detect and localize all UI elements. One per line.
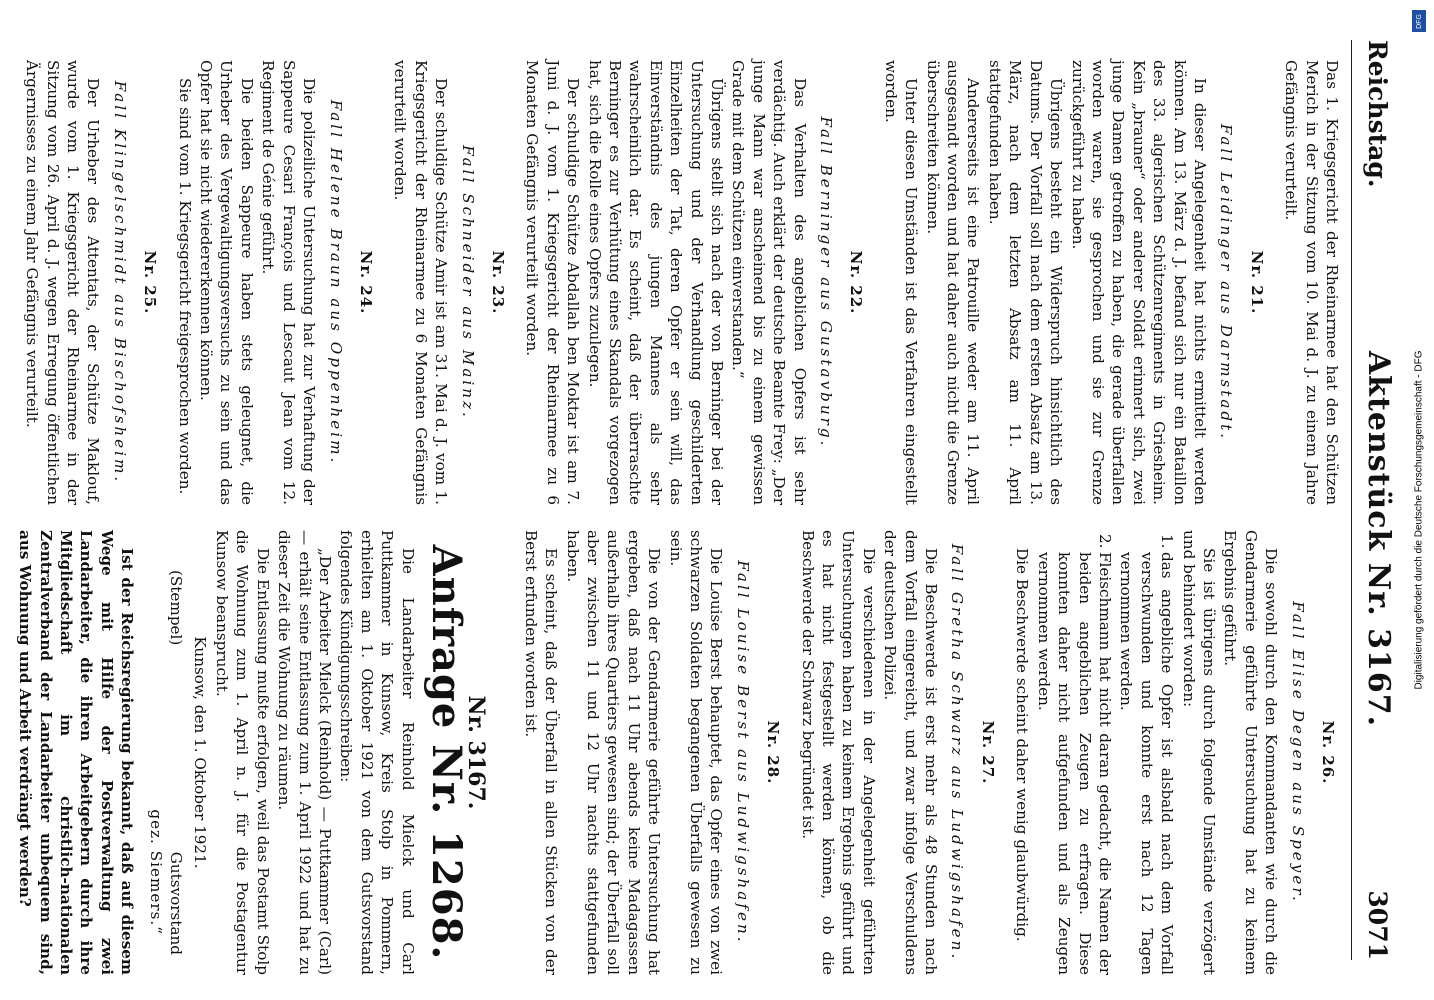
column-right [14,530,1342,975]
case-title-21: Fall Leidinger aus Darmstadt. [1217,123,1236,442]
paragraph: Sie ist übrigens durch folgende Umstände verzögert und behindert worden: [1179,530,1218,975]
paragraph: Die beiden Sappeure haben stets geleugnet, die Urheber des Vergewaltigungsversuchs zu sein und das Opfer hat sie nicht wiedererkennen können. [197,60,256,505]
page-header [1351,40,1396,960]
gutsvorstand-label: Gutsvorstand [167,851,186,955]
paragraph: Die verschiedenen in der Angelegenheit geführten Untersuchungen haben zu keinem Ergebnis geführt und es hat nicht festgestellt werden können, ob die Beschwerde der Schwarz begründet ist. [798,530,878,975]
paragraph: Andererseits ist eine Patrouille weder am 11. April ausgesandt worden und hat daher auch nicht die Grenze überschreiten können. [923,60,983,505]
case-title-26: Fall Elise Degen aus Speyer. [1288,601,1307,904]
paragraph: Sie sind vom 1. Kriegsgericht freigesprochen worden. [175,78,194,495]
section-number-25: Nr. 25. [141,250,160,315]
page-number: 3071 [1363,890,1392,960]
intro-paragraph: Das 1. Kriegsgericht der Rheinarmee hat den Schützen Merich in der Sitzung vom 10. Mai d. J. zu einem Jahre Gefängnis verurteilt. [1282,60,1341,505]
signature: gez. Siemers.“ [146,809,165,935]
numbered-list [1033,530,1177,975]
paragraph: Die sowohl durch den Kommandanten wie durch die Gendarmerie geführte Untersuchung hat zu keinem Ergebnis geführt. [1221,530,1281,975]
case-title-24: Fall Helene Braun aus Oppenheim. [326,99,345,466]
case-title-22: Fall Berninger aus Gustavburg. [817,116,836,449]
case-title-25: Fall Klingelschmidt aus Bischofsheim. [110,80,129,485]
section-number-22: Nr. 22. [847,250,866,315]
stamp-label: (Stempel) [167,570,186,646]
digitization-note [1404,0,1434,1000]
paragraph: Die polizeiliche Untersuchung hat zur Verhaftung der Sappeure Cesari François und Lescaut Jean vom 12. Regiment de Génie geführt. [259,60,319,505]
header-left: Reichstag. [1363,40,1392,188]
paragraph: Es scheint, daß der Überfall in allen Stücken von der Berst erfunden worden ist. [521,530,561,975]
funding-notice: Digitalisierung gefördert durch die Deutsche Forschungsgemeinschaft - DFG [1413,350,1425,690]
inquiry-question: Ist der Reichsregierung bekannt, daß auf diesem Wege mit Hilfe der Postverwaltung zwei Landarbeiter, die ihren Arbeitgebern durch ihre Mitgliedschaft im christlich-nationalen Zentralverband der Landarbeiter unbequem sind, aus Wohnung und Arbeit verdrängt werden? [16,530,137,975]
inquiry-title: Anfrage Nr. 1268. [422,544,470,961]
paragraph: Übrigens stellt sich nach der von Berninger bei der Untersuchung und der Verhandlung geschilderten Einzelheiten der Tat, deren Opfer er sein will, das Einverständnis des jungen Mannes als sehr wahrscheinlich dar. Es scheint, daß der überraschte Berninger es zur Verhütung eines Skandals vorgezogen hat, sich die Rolle eines Opfers zuzulegen. [585,60,727,505]
section-number-23: Nr. 23. [488,250,507,315]
paragraph: Die Landarbeiter Reinhold Mielck und Carl Puttkammer in Kunsow, Kreis Stolp in Pommern, erhielten am 1. Oktober 1921 von dem Gutsvorstand folgendes Kündigungsschreiben: [337,530,417,975]
paragraph: Die Beschwerde ist erst mehr als 48 Stunden nach dem Vorfall eingereicht, und zwar infolge Verschuldens der deutschen Polizei. [881,530,941,975]
date-line: Kunsow, den 1. Oktober 1921. [191,636,210,869]
dfg-logo: DFG [1412,10,1426,32]
paragraph: Die Entlassung mußte erfolgen, weil das Postamt Stolp die Wohnung zum 1. April n. J. für die Postagentur Kunsow beansprucht. [212,530,272,975]
paragraph: Der Urheber des Attentats, der Schütze Maklouf, wurde vom 1. Kriegsgericht der Rheinarmee in der Sitzung vom 26. April d. J. wegen Erregung öffentlichen Ärgernisses zu einem Jahr Gefängnis verurteilt. [23,60,103,505]
paragraph: In dieser Angelegenheit hat nichts ermittelt werden können. Am 13. März d. J. befand sich nur ein Bataillon des 33. algerischen Schützenregiments in Griesheim. Kein „brauner“ oder anderer Soldat erinnert sich, zwei junge Damen getroffen zu haben, die gerade überfallen worden waren, sie gesprochen und sie zur Grenze zurückgeführt zu haben. [1068,60,1209,505]
section-number-27: Nr. 27. [978,720,997,785]
section-number-24: Nr. 24. [356,250,375,315]
list-item: 2. Fleischmann hat nicht daran gedacht, die Namen der beiden angeblichen Zeugen zu erfragen. Diese konnten daher nicht aufgefunden und als Zeugen vernommen werden. [1034,534,1114,975]
section-number-26: Nr. 26. [1319,720,1337,785]
document-number: Nr. 3167. [463,695,490,810]
header-title: Aktenstück Nr. 3167. [1361,350,1396,728]
paragraph: Die Louise Berst behauptet, das Opfer eines von zwei schwarzen Soldaten begangenen Überfalls gewesen zu sein. [666,530,726,975]
case-title-28: Fall Louise Berst aus Ludwigshafen. [733,560,752,945]
stamp-row [166,530,186,975]
paragraph: Der schuldige Schütze Amir ist am 31. Mai d. J. vom 1. Kriegsgericht der Rheinarmee zu 6 Monaten Gefängnis verurteilt worden. [391,60,451,505]
column-left [21,60,1342,505]
quoted-letter: „Der Arbeiter Mielck (Reinhold) — Puttkammer (Carl) — erhält seine Entlassung zum 1. April 1922 und hat zu dieser Zeit die Wohnung zu räumen. [275,530,334,975]
section-number-28: Nr. 28. [764,720,783,785]
paragraph: Die von der Gendarmerie geführte Untersuchung hat ergeben, daß nach 11 Uhr abends keine Madagassen außerhalb ihres Quartiers gewesen sind; der Überfall soll aber zwischen 11 und 12 Uhr nachts stattgefunden haben. [563,530,664,975]
paragraph: Übrigens besteht ein Widerspruch hinsichtlich des Datums. Der Vorfall soll nach dem ersten Absatz am 13. März, nach dem letzten Absatz am 11. April stattgefunden haben. [985,60,1066,505]
list-item: 1. das angebliche Opfer ist alsbald nach dem Vorfall verschwunden und konnte erst nach 12 Tagen vernommen werden. [1117,534,1177,975]
section-number-21: Nr. 21. [1247,250,1266,315]
case-title-27: Fall Gretha Schwarz aus Ludwigshafen. [948,543,967,962]
paragraph: Unter diesen Umständen ist das Verfahren eingestellt worden. [881,60,921,505]
case-title-23: Fall Schneider aus Mainz. [458,145,477,420]
paragraph: Das Verhalten des angeblichen Opfers ist sehr verdächtig. Auch erklärt der deutsche Beamte Frey: „Der junge Mann war anscheinend bis zu einem gewissen Grade mit dem Schützen einverstanden.“ [729,60,809,505]
paragraph: Die Beschwerde scheint daher wenig glaubwürdig. [1013,548,1032,942]
paragraph: Der schuldige Schütze Abdallah ben Moktar ist am 7. Juni d. J. vom 1. Kriegsgericht der Rheinarmee zu 6 Monaten Gefängnis verurteilt worden. [523,60,583,505]
